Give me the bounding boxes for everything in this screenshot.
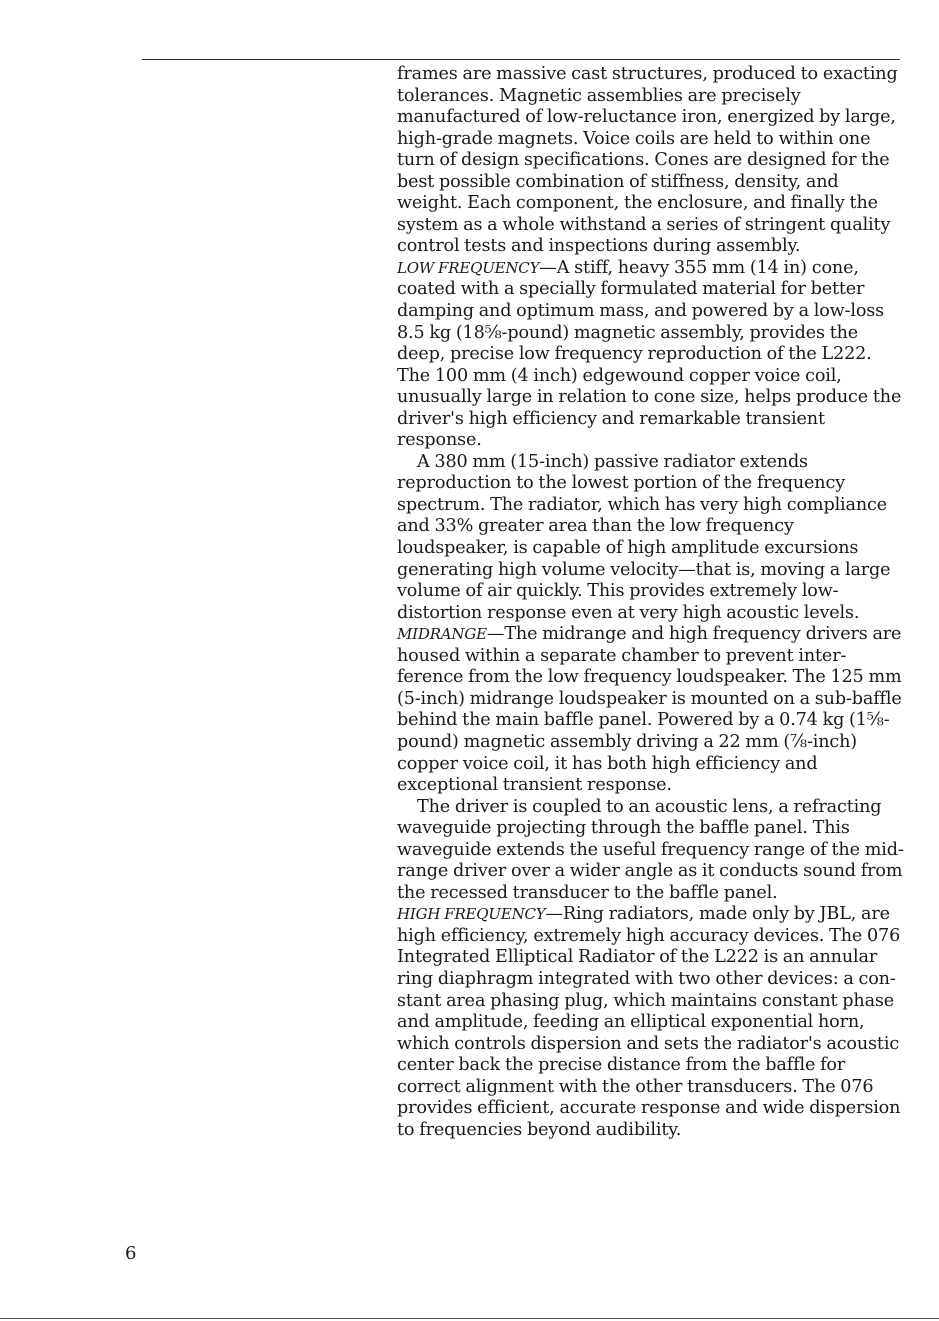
paragraph-high-frequency xyxy=(397,904,905,1141)
bottom-rule xyxy=(0,1318,939,1319)
section-heading-high-frequency: HIGH FREQUENCY xyxy=(397,905,546,924)
paragraph-midrange xyxy=(397,624,905,796)
paragraph-text: —A stiff, heavy 355 mm (14 in) cone, coated with a specially formulated material for better damping and optimum mass, and powered by a low-loss 8.5 kg (18⅝-pound) magnetic assembly, provides the deep, precise low frequency reproduction of the L222. The 100 mm (4 inch) edgewound copper voice coil, unusually large in relation to cone size, helps produce the driver's high efficiency and remarkable transient response. xyxy=(397,257,902,451)
page-number: 6 xyxy=(125,1243,137,1264)
top-rule xyxy=(142,59,900,60)
paragraph-text: —The midrange and high frequency drivers are housed within a separate chamber to prevent inter-ference from the low frequency loudspeaker. The 125 mm (5-inch) midrange loudspeaker is mounted on a sub-baffle behind the main baffle panel. Powered by a 0.74 kg (1⅝-pound) magnetic assembly driving a 22 mm (⅞-inch) copper voice coil, it has both high efficiency and exceptional transient response. xyxy=(397,624,902,796)
section-heading-midrange: MIDRANGE xyxy=(397,625,487,644)
section-heading-low-frequency: LOW FREQUENCY xyxy=(397,258,540,277)
paragraph-text: —Ring radiators, made only by JBL, are high efficiency, extremely high accuracy devices. The 076 Integrated Elliptical Radiator of the L222 is an annular ring diaphragm integrated with two other devices: a con-stant area phasing plug, which maintains constant phase and amplitude, feeding an elliptical exponential horn, which controls dispersion and sets the radiator's acoustic center back the precise distance from the baffle for correct alignment with the other transducers. The 076 provides efficient, accurate response and wide dispersion to frequencies beyond audibility. xyxy=(397,904,901,1140)
paragraph-text: A 380 mm (15-inch) passive radiator extends reproduction to the lowest portion of the frequency spectrum. The radiator, which has very high compliance and 33% greater area than the low frequency loudspeaker, is capable of high amplitude excursions generating high volume velocity—that is, moving a large volume of air quickly. This provides extremely low-distortion response even at very high acoustic levels. xyxy=(397,451,891,623)
paragraph-low-frequency xyxy=(397,258,905,452)
paragraph-construction xyxy=(397,64,905,258)
paragraph-text: frames are massive cast structures, produced to exacting tolerances. Magnetic assemblies are precisely manufactured of low-reluctance iron, energized by large, high-grade magnets. Voice coils are held to within one turn of design specifications. Cones are designed for the best possible combination of stiffness, density, and weight. Each component, the enclosure, and finally the system as a whole withstand a series of stringent quality control tests and inspections during assembly. xyxy=(397,64,898,257)
paragraph-acoustic-lens xyxy=(397,797,905,905)
paragraph-passive-radiator xyxy=(397,452,905,624)
paragraph-text: The driver is coupled to an acoustic lens, a refracting waveguide projecting through the baffle panel. This waveguide extends the useful frequency range of the mid-range driver over a wider angle as it conducts sound from the recessed transducer to the baffle panel. xyxy=(397,796,904,903)
text-column xyxy=(397,64,905,1141)
